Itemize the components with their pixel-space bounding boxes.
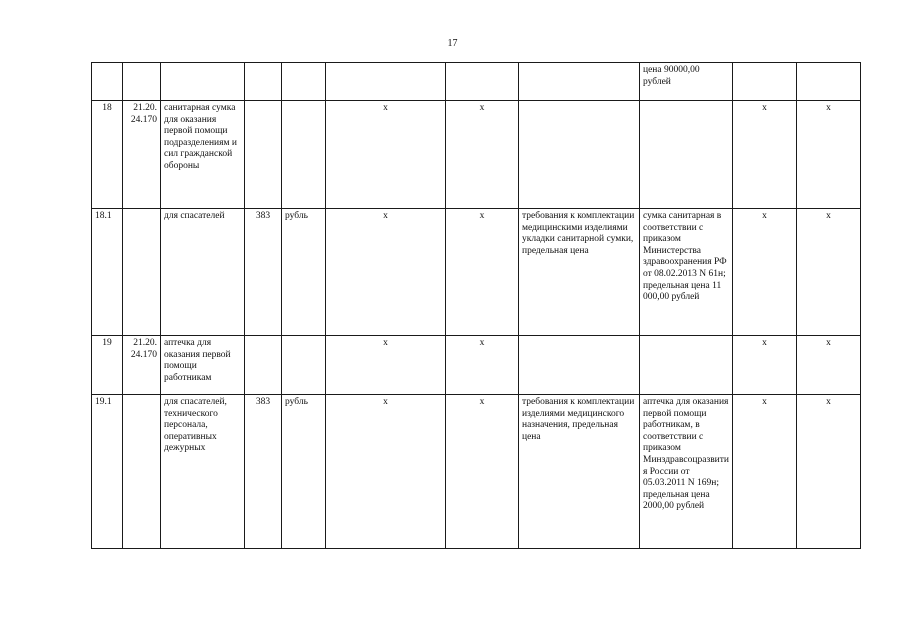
cell-value: аптечка для оказания первой помощи работникам, в соответствии с приказом Минздравсоцразвития России от 05.03.2011 N 169н; предельная цена 2000,00 рублей: [640, 395, 733, 549]
cell-okei-code: [245, 101, 282, 209]
requirements-table: [91, 62, 861, 549]
cell-col7: x: [446, 101, 519, 209]
cell-characteristic: [519, 336, 640, 395]
cell-col10: x: [733, 395, 797, 549]
cell-col10: x: [733, 336, 797, 395]
cell-number: 18.1: [92, 209, 123, 336]
table-row: [92, 336, 861, 395]
cell-col7: [446, 63, 519, 101]
cell-col7: x: [446, 336, 519, 395]
cell-col6: x: [326, 209, 446, 336]
table-row: [92, 101, 861, 209]
cell-col11: x: [797, 209, 861, 336]
cell-value: сумка санитарная в соответствии с приказом Министерства здравоохранения РФ от 08.02.2013 N 61н; предельная цена 11 000,00 рублей: [640, 209, 733, 336]
cell-okpd-code: [123, 209, 161, 336]
cell-col11: x: [797, 336, 861, 395]
table-row: [92, 209, 861, 336]
cell-okpd-code: [123, 63, 161, 101]
cell-value: [640, 336, 733, 395]
cell-item-name: для спасателей, технического персонала, оперативных дежурных: [161, 395, 245, 549]
cell-okpd-code: 21.20. 24.170: [123, 101, 161, 209]
cell-col6: [326, 63, 446, 101]
cell-value: [640, 101, 733, 209]
cell-number: 19: [92, 336, 123, 395]
cell-col10: x: [733, 101, 797, 209]
cell-number: 19.1: [92, 395, 123, 549]
cell-okei-code: [245, 63, 282, 101]
cell-item-name: для спасателей: [161, 209, 245, 336]
cell-okei-code: 383: [245, 395, 282, 549]
cell-okpd-code: [123, 395, 161, 549]
cell-characteristic: [519, 101, 640, 209]
cell-unit-name: [282, 101, 326, 209]
cell-col7: x: [446, 209, 519, 336]
cell-col6: x: [326, 336, 446, 395]
cell-item-name: санитарная сумка для оказания первой помощи подразделениям и сил гражданской обороны: [161, 101, 245, 209]
cell-value: цена 90000,00 рублей: [640, 63, 733, 101]
cell-col10: x: [733, 209, 797, 336]
cell-characteristic: требования к комплектации изделиями медицинского назначения, предельная цена: [519, 395, 640, 549]
cell-col6: x: [326, 395, 446, 549]
cell-number: 18: [92, 101, 123, 209]
cell-col10: [733, 63, 797, 101]
table-row: [92, 395, 861, 549]
page-number: 17: [447, 38, 458, 49]
cell-unit-name: рубль: [282, 209, 326, 336]
table-row: [92, 63, 861, 101]
cell-okei-code: [245, 336, 282, 395]
cell-unit-name: [282, 336, 326, 395]
cell-item-name: [161, 63, 245, 101]
cell-characteristic: требования к комплектации медицинскими изделиями укладки санитарной сумки, предельная цена: [519, 209, 640, 336]
cell-col11: [797, 63, 861, 101]
cell-col11: x: [797, 101, 861, 209]
cell-col6: x: [326, 101, 446, 209]
cell-characteristic: [519, 63, 640, 101]
cell-okpd-code: 21.20. 24.170: [123, 336, 161, 395]
cell-unit-name: рубль: [282, 395, 326, 549]
cell-okei-code: 383: [245, 209, 282, 336]
cell-unit-name: [282, 63, 326, 101]
cell-number: [92, 63, 123, 101]
cell-item-name: аптечка для оказания первой помощи работникам: [161, 336, 245, 395]
cell-col7: x: [446, 395, 519, 549]
cell-col11: x: [797, 395, 861, 549]
